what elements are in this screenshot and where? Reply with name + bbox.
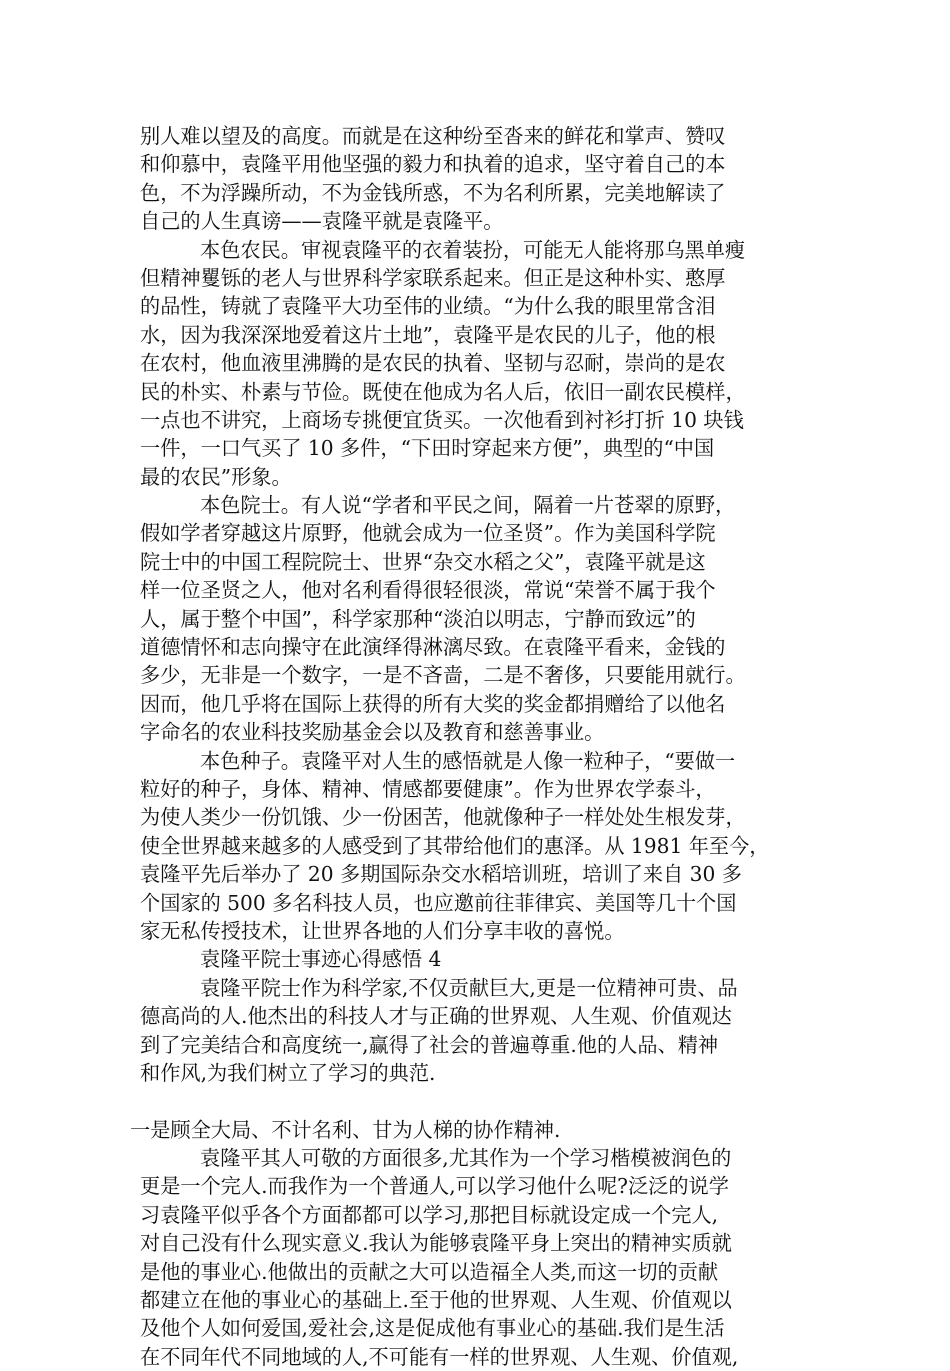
text-line: 但精神矍铄的老人与世界科学家联系起来。但正是这种朴实、憨厚 (140, 265, 726, 290)
text-line: 在农村，他血液里沸腾的是农民的执着、坚韧与忍耐，崇尚的是农 (140, 351, 726, 376)
text-line: 习袁隆平似乎各个方面都都可以学习,那把目标就设定成一个完人, (140, 1202, 719, 1227)
text-line: 最的农民”形象。 (140, 464, 292, 489)
document-body (130, 122, 812, 1371)
text-line: 是他的事业心.他做出的贡献之大可以造福全人类,而这一切的贡献 (140, 1259, 719, 1284)
text-line: 家无私传授技术，让世界各地的人们分享丰收的喜悦。 (140, 918, 625, 943)
text-line: 和仰慕中，袁隆平用他坚强的毅力和执着的追求，坚守着自己的本 (140, 152, 726, 177)
text-line: 假如学者穿越这片原野，他就会成为一位圣贤”。作为美国科学院 (140, 521, 716, 546)
paragraph-intro-continuation (140, 122, 812, 236)
text-line: 一件，一口气买了 10 多件，“下田时穿起来方便”，典型的“中国 (140, 436, 715, 461)
text-line: 个国家的 500 多名科技人员，也应邀前往菲律宾、美国等几十个国 (140, 890, 737, 915)
paragraph-academician (140, 491, 812, 747)
section-heading: 袁隆平院士事迹心得感悟 4 (200, 947, 442, 972)
text-line: 院士中的中国工程院院士、世界“杂交水稻之父”，袁隆平就是这 (140, 549, 706, 574)
blank-line (140, 1087, 812, 1115)
text-line: 到了完美结合和高度统一,赢得了社会的普遍尊重.他的人品、精神 (140, 1032, 719, 1057)
text-line: 为使人类少一份饥饿、少一份困苦，他就像种子一样处处生根发芽， (140, 805, 746, 830)
text-line: 使全世界越来越多的人感受到了其带给他们的惠泽。从 1981 年至今， (140, 833, 770, 858)
text-line: 本色农民。审视袁隆平的衣着装扮，可能无人能将那乌黑单瘦 (200, 237, 746, 262)
paragraph-reflection (140, 1144, 812, 1371)
text-line: 袁隆平院士作为科学家,不仅贡献巨大,更是一位精神可贵、品 (200, 975, 738, 1000)
paragraph-point-one (130, 1116, 812, 1144)
text-line: 自己的人生真谤——袁隆平就是袁隆平。 (140, 209, 504, 234)
text-line: 都建立在他的事业心的基础上.至于他的世界观、人生观、价值观以 (140, 1288, 732, 1313)
text-line: 和作风,为我们树立了学习的典范. (140, 1060, 436, 1085)
text-line: 人，属于整个中国”，科学家那种“淡泊以明志，宁静而致远”的 (140, 606, 696, 631)
paragraph-seed (140, 747, 812, 946)
text-line: 更是一个完人.而我作为一个普通人,可以学习他什么呢?泛泛的说学 (140, 1174, 729, 1199)
text-line: 色，不为浮躁所动，不为金钱所惑，不为名利所累，完美地解读了 (140, 180, 726, 205)
text-line: 本色院士。有人说“学者和平民之间，隔着一片苍翠的原野， (200, 493, 736, 518)
text-line: 的品性，铸就了袁隆平大功至伟的业绩。“为什么我的眼里常含泪 (140, 294, 716, 319)
text-line: 在不同年代不同地域的人,不可能有一样的世界观、人生观、价值观, (140, 1344, 739, 1369)
text-line: 字命名的农业科技奖励基金会以及教育和慈善事业。 (140, 720, 605, 745)
text-line: 因而，他几乎将在国际上获得的所有大奖的奖金都捐赠给了以他名 (140, 691, 726, 716)
text-line: 本色种子。袁隆平对人生的感悟就是人像一粒种子，“要做一 (200, 748, 736, 773)
text-line: 多少，无非是一个数字，一是不吝啬，二是不奢侈，只要能用就行。 (140, 663, 746, 688)
text-line: 一是顾全大局、不计名利、甘为人梯的协作精神. (130, 1117, 561, 1142)
text-line: 德高尚的人.他杰出的科技人才与正确的世界观、人生观、价值观达 (140, 1004, 732, 1029)
text-line: 水，因为我深深地爱着这片土地”，袁隆平是农民的儿子，他的根 (140, 322, 716, 347)
text-line: 粒好的种子，身体、精神、情感都要健康”。作为世界农学泰斗， (140, 776, 716, 801)
paragraph-summary (140, 974, 812, 1088)
text-line: 道德情怀和志向操守在此演绎得淋漓尽致。在袁隆平看来，金钱的 (140, 635, 726, 660)
text-line: 民的朴实、朴素与节俭。既使在他成为名人后，依旧一副农民模样， (140, 379, 746, 404)
paragraph-farmer (140, 236, 812, 492)
text-line: 袁隆平其人可敬的方面很多,尤其作为一个学习楷模被润色的 (200, 1146, 732, 1171)
text-line: 样一位圣贤之人，他对名利看得很轻很淡，常说“荣誉不属于我个 (140, 578, 716, 603)
text-line: 一点也不讲究，上商场专挑便宜货买。一次他看到衬衫打折 10 块钱 (140, 407, 744, 432)
text-line: 对自己没有什么现实意义.我认为能够袁隆平身上突出的精神实质就 (140, 1231, 732, 1256)
text-line: 及他个人如何爱国,爱社会,这是促成他有事业心的基础.我们是生活 (140, 1316, 725, 1341)
text-line: 别人难以望及的高度。而就是在这种纷至沓来的鲜花和掌声、赞叹 (140, 124, 726, 148)
text-line: 袁隆平先后举办了 20 多期国际杂交水稻培训班，培训了来自 30 多 (140, 862, 742, 887)
